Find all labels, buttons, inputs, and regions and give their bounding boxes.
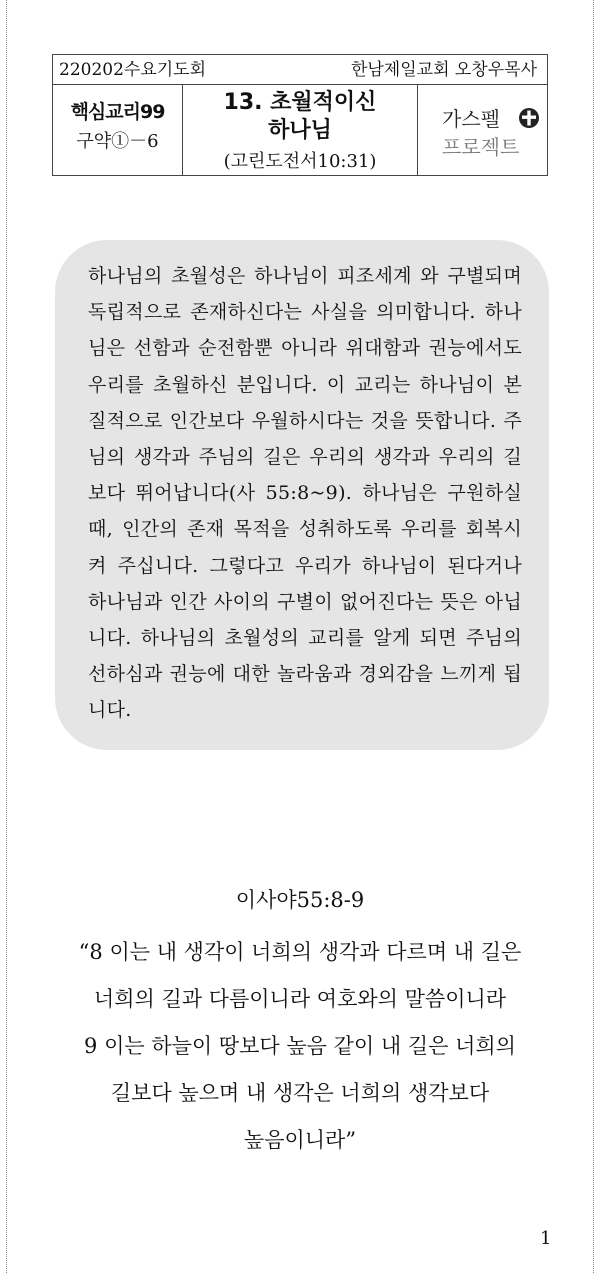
core-doctrine-title: 핵심교리99: [70, 101, 165, 123]
lesson-title-line1: 13. 초월적이신: [223, 90, 377, 115]
summary-paragraph: 하나님의 초월성은 하나님이 피조세계 와 구별되며 독립적으로 존재하신다는 사실을 의미합니다. 하나님은 선함과 순전함뿐 아니라 위대함과 권능에서도 우리를 초월하신 분입니다. 이 교리는 하나님이 본질적으로 인간보다 우월하시다는 것을 뜻합니다. 주님의 생각과 주님의 길은 우리의 생각과 우리의 길보다 뛰어납니다(사 55:8~9). 하나님은 구원하실 때, 인간의 존재 목적을 성취하도록 우리를 회복시켜 주십니다. 그렇다고 우리가 하나님이 된다거나 하나님과 인간 사이의 구별이 없어진다는 뜻은 아닙니다. 하나님의 초월성의 교리를 알게 되면 주님의 선하심과 권능에 대한 놀라움과 경외감을 느끼게 됩니다.: [88, 265, 522, 722]
cross-circle-icon: [518, 107, 540, 129]
lesson-scripture-ref: (고린도전서10:31): [223, 151, 377, 172]
logo-text-line1: 가스펠: [442, 107, 500, 131]
date-label: 220202수요기도회: [59, 60, 207, 80]
verse-line: “8 이는 내 생각이 너희의 생각과 다르며 내 길은: [78, 940, 522, 964]
header-table: [52, 54, 548, 176]
verse-line: 길보다 높으며 내 생각은 너희의 생각보다: [110, 1081, 490, 1105]
core-doctrine-subtitle: 구약①－6: [76, 131, 159, 152]
summary-box: [55, 240, 549, 750]
verse-line: 9 이는 하늘이 땅보다 높음 같이 내 길은 너희의: [84, 1034, 516, 1058]
church-pastor-label: 한남제일교회 오창우목사: [350, 60, 537, 80]
core-doctrine-cell: [53, 85, 183, 175]
verse-line: 높음이니라”: [243, 1128, 357, 1152]
verse-line: 너희의 길과 다름이니라 여호와의 말씀이니라: [93, 987, 507, 1011]
header-top-row: [53, 55, 547, 85]
lesson-title: [183, 89, 417, 145]
lesson-title-cell: [183, 85, 417, 175]
page-number: 1: [540, 1228, 552, 1249]
logo-cell: [417, 85, 547, 175]
lesson-title-line2: 하나님: [268, 118, 332, 143]
verse-reference: 이사야55:8-9: [235, 888, 365, 912]
gospel-project-logo: [442, 103, 542, 163]
logo-text-line2: 프로젝트: [442, 135, 520, 159]
